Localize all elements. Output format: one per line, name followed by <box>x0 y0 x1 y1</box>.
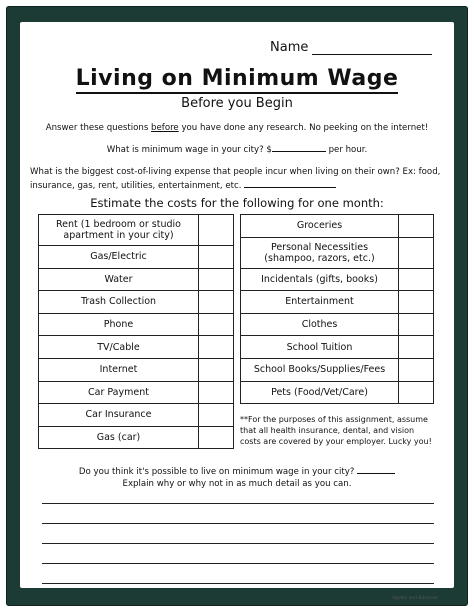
table-row <box>39 268 234 291</box>
cost-entry-cell[interactable] <box>399 237 434 268</box>
cost-entry-cell[interactable] <box>399 268 434 291</box>
name-label: Name <box>270 40 309 55</box>
cost-label: Pets (Food/Vet/Care) <box>241 381 399 404</box>
explain-prompt: Explain why or why not in as much detail as you can. <box>122 479 352 489</box>
answer-line[interactable] <box>42 564 434 584</box>
right-cost-table <box>240 214 434 404</box>
minimum-wage-question: What is minimum wage in your city? $ per hour. <box>30 142 444 156</box>
cost-label: Water <box>39 268 199 291</box>
table-row <box>241 381 434 404</box>
table-row <box>39 381 234 404</box>
cost-label: Gas/Electric <box>39 246 199 269</box>
cost-label: Car Insurance <box>39 404 199 427</box>
cost-label: School Tuition <box>241 336 399 359</box>
left-cost-table <box>38 214 234 449</box>
cost-label: Incidentals (gifts, books) <box>241 268 399 291</box>
cost-entry-cell[interactable] <box>199 246 234 269</box>
table-row <box>39 246 234 269</box>
possibility-question: Do you think it's possible to live on minimum wage in your city? Explain why or why not in as much detail as you can. <box>30 464 444 490</box>
table-row <box>241 313 434 336</box>
cost-label: Entertainment <box>241 291 399 314</box>
cost-entry-cell[interactable] <box>399 381 434 404</box>
table-row <box>39 426 234 449</box>
worksheet-subtitle: Before you Begin <box>181 96 293 111</box>
answer-lines <box>42 484 434 584</box>
minimum-wage-blank[interactable] <box>272 142 326 152</box>
cost-entry-cell[interactable] <box>199 404 234 427</box>
answer-line[interactable] <box>42 484 434 504</box>
cost-entry-cell[interactable] <box>199 268 234 291</box>
cost-entry-cell[interactable] <box>199 381 234 404</box>
cost-label: Personal Necessities (shampoo, razors, etc.) <box>241 237 399 268</box>
name-field-row <box>270 40 432 55</box>
table-row <box>39 404 234 427</box>
cost-entry-cell[interactable] <box>199 291 234 314</box>
cost-label: Car Payment <box>39 381 199 404</box>
cost-entry-cell[interactable] <box>399 215 434 238</box>
cost-label: Clothes <box>241 313 399 336</box>
cost-label: TV/Cable <box>39 336 199 359</box>
cost-entry-cell[interactable] <box>399 358 434 381</box>
cost-entry-cell[interactable] <box>199 336 234 359</box>
table-row <box>241 268 434 291</box>
cost-entry-cell[interactable] <box>199 426 234 449</box>
table-row <box>39 291 234 314</box>
cost-label: Trash Collection <box>39 291 199 314</box>
cost-entry-cell[interactable] <box>399 336 434 359</box>
credit-text: Apples and Bananas <box>392 596 438 601</box>
expense-question: What is the biggest cost-of-living expense that people incur when living on their own? Ex: food, insurance, gas, rent, utilities, entertainment, etc. <box>30 167 441 191</box>
table-row <box>241 336 434 359</box>
cost-label: Groceries <box>241 215 399 238</box>
table-row <box>39 358 234 381</box>
table-row <box>39 313 234 336</box>
worksheet-title: Living on Minimum Wage <box>0 66 474 91</box>
cost-entry-cell[interactable] <box>199 313 234 336</box>
expense-answer-blank[interactable] <box>244 178 336 188</box>
cost-label: Gas (car) <box>39 426 199 449</box>
name-input-line[interactable] <box>312 41 432 55</box>
possibility-answer-blank[interactable] <box>357 464 395 474</box>
answer-line[interactable] <box>42 504 434 524</box>
table-row <box>241 358 434 381</box>
cost-entry-cell[interactable] <box>199 215 234 246</box>
cost-entry-cell[interactable] <box>199 358 234 381</box>
table-row <box>241 215 434 238</box>
table-row <box>39 215 234 246</box>
answer-line[interactable] <box>42 524 434 544</box>
table-row <box>39 336 234 359</box>
cost-label: Phone <box>39 313 199 336</box>
cost-label: School Books/Supplies/Fees <box>241 358 399 381</box>
table-row <box>241 237 434 268</box>
answer-line[interactable] <box>42 544 434 564</box>
instructions-text: Answer these questions before you have done any research. No peeking on the internet! <box>45 123 429 133</box>
footnote: **For the purposes of this assignment, assume that all health insurance, dental, and vision costs are covered by your employer. Lucky you! <box>240 415 432 446</box>
cost-entry-cell[interactable] <box>399 313 434 336</box>
cost-label: Internet <box>39 358 199 381</box>
cost-entry-cell[interactable] <box>399 291 434 314</box>
estimate-heading: Estimate the costs for the following for one month: <box>90 196 384 210</box>
cost-label: Rent (1 bedroom or studio apartment in your city) <box>39 215 199 246</box>
table-row <box>241 291 434 314</box>
